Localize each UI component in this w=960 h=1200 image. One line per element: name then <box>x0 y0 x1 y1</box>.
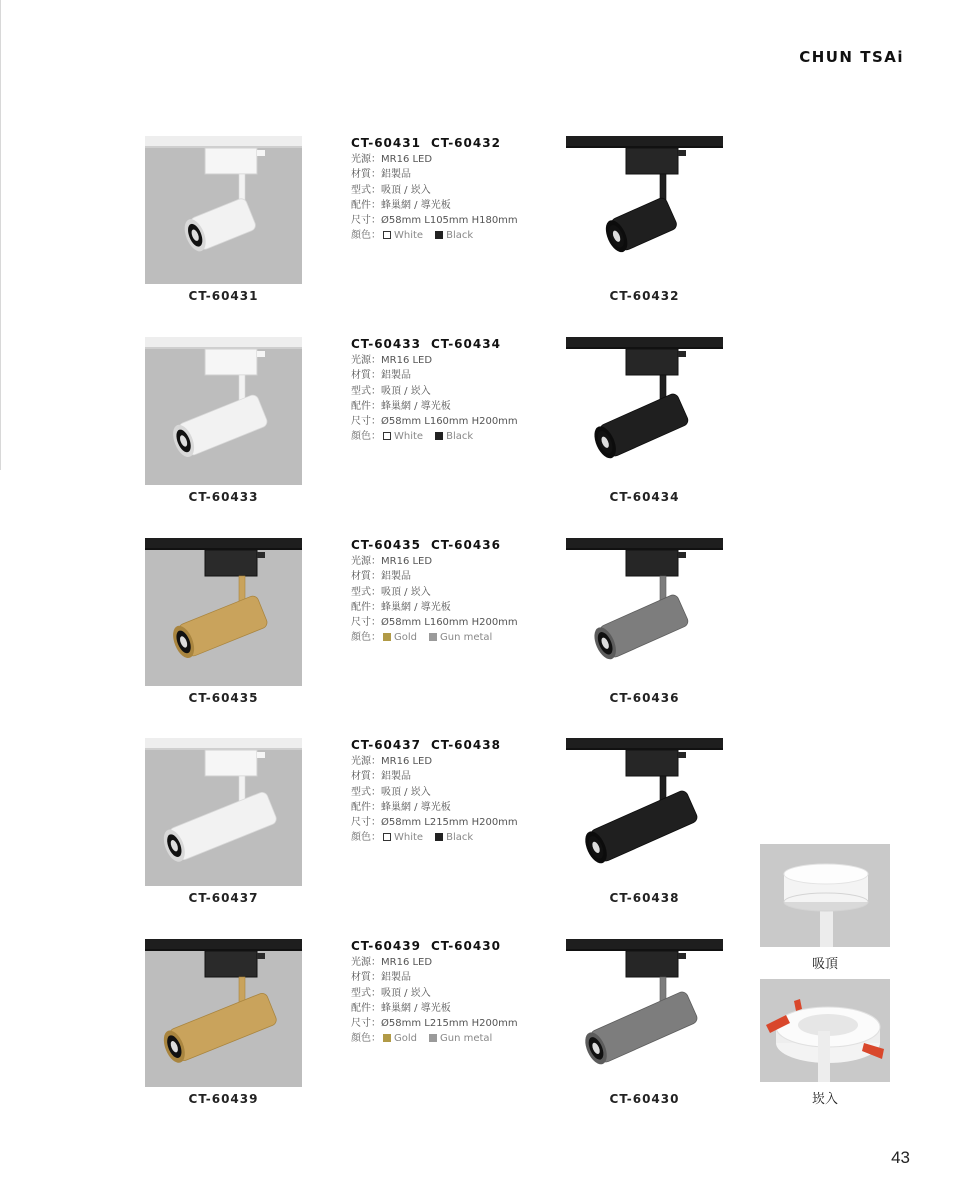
surface-mount-base-icon <box>760 844 890 947</box>
product-photo <box>566 939 723 1087</box>
product-photo <box>145 738 302 886</box>
spec-dimensions: 尺寸：Ø58mm L160mm H200mm <box>351 416 518 428</box>
product-code-caption: CT-60431 <box>188 289 259 303</box>
black-swatch-icon <box>435 432 443 440</box>
spec-light-source: 光源：MR16 LED <box>351 154 433 165</box>
product-row <box>0 337 960 522</box>
track-light-fixture-icon <box>566 738 723 886</box>
spec-accessories: 配件：蜂巢網 / 導光板 <box>351 801 451 813</box>
gold-swatch-icon <box>383 1034 391 1042</box>
spec-colors: 顏色： Gold Gun metal <box>351 632 493 644</box>
spec-mount-type: 型式：吸頂 / 崁入 <box>351 385 431 397</box>
product-photo <box>145 136 302 284</box>
track-light-fixture-icon <box>566 538 723 686</box>
spec-material: 材質：鋁製品 <box>351 370 411 382</box>
white-swatch-icon <box>383 833 391 841</box>
spec-colors: 顏色： White Black <box>351 832 474 844</box>
spec-dimensions: 尺寸：Ø58mm L105mm H180mm <box>351 215 518 227</box>
spec-light-source: 光源：MR16 LED <box>351 556 433 567</box>
spec-accessories: 配件：蜂巢網 / 導光板 <box>351 601 451 613</box>
track-light-fixture-icon <box>145 738 302 886</box>
product-photo <box>145 939 302 1087</box>
brand-logo: CHUN TSAi <box>799 48 904 66</box>
spec-accessories: 配件：蜂巢網 / 導光板 <box>351 199 451 211</box>
spec-dimensions: 尺寸：Ø58mm L215mm H200mm <box>351 817 518 829</box>
spec-light-source: 光源：MR16 LED <box>351 756 433 767</box>
recessed-mount-ring-icon <box>760 979 890 1082</box>
spec-dimensions: 尺寸：Ø58mm L215mm H200mm <box>351 1018 518 1030</box>
spec-light-source: 光源：MR16 LED <box>351 355 433 366</box>
product-code-caption: CT-60436 <box>609 691 680 705</box>
spec-mount-type: 型式：吸頂 / 崁入 <box>351 184 431 196</box>
track-light-fixture-icon <box>566 939 723 1087</box>
gunmetal-swatch-icon <box>429 633 437 641</box>
track-light-fixture-icon <box>145 538 302 686</box>
track-light-fixture-icon <box>145 337 302 485</box>
spec-mount-type: 型式：吸頂 / 崁入 <box>351 786 431 798</box>
spec-block <box>351 337 551 445</box>
product-photo <box>566 738 723 886</box>
accessory-caption: 崁入 <box>811 1092 838 1107</box>
spec-block <box>351 939 551 1047</box>
black-swatch-icon <box>435 833 443 841</box>
spec-colors: 顏色： Gold Gun metal <box>351 1033 493 1045</box>
product-code-caption: CT-60432 <box>609 289 680 303</box>
spec-material: 材質：鋁製品 <box>351 771 411 783</box>
track-light-fixture-icon <box>145 939 302 1087</box>
accessory-photo-surface-mount <box>760 844 890 947</box>
page-number: 43 <box>891 1148 910 1167</box>
product-code-caption: CT-60430 <box>609 1092 680 1106</box>
product-code-caption: CT-60437 <box>188 891 259 905</box>
product-photo <box>145 337 302 485</box>
spec-dimensions: 尺寸：Ø58mm L160mm H200mm <box>351 617 518 629</box>
accessory-caption: 吸頂 <box>811 957 838 972</box>
white-swatch-icon <box>383 432 391 440</box>
spec-block <box>351 136 551 244</box>
spec-accessories: 配件：蜂巢網 / 導光板 <box>351 1002 451 1014</box>
spec-title: CT-60433 CT-60434 <box>351 337 501 351</box>
spec-block <box>351 738 551 846</box>
product-photo <box>145 538 302 686</box>
track-light-fixture-icon <box>566 337 723 485</box>
spec-title: CT-60431 CT-60432 <box>351 136 501 150</box>
product-row <box>0 538 960 723</box>
spec-colors: 顏色： White Black <box>351 431 474 443</box>
product-photo <box>566 136 723 284</box>
spec-mount-type: 型式：吸頂 / 崁入 <box>351 586 431 598</box>
spec-title: CT-60439 CT-60430 <box>351 939 501 953</box>
track-light-fixture-icon <box>145 136 302 284</box>
product-photo <box>566 538 723 686</box>
spec-title: CT-60435 CT-60436 <box>351 538 501 552</box>
spec-light-source: 光源：MR16 LED <box>351 957 433 968</box>
spec-accessories: 配件：蜂巢網 / 導光板 <box>351 400 451 412</box>
product-row <box>0 136 960 321</box>
white-swatch-icon <box>383 231 391 239</box>
product-code-caption: CT-60433 <box>188 490 259 504</box>
gold-swatch-icon <box>383 633 391 641</box>
track-light-fixture-icon <box>566 136 723 284</box>
product-code-caption: CT-60439 <box>188 1092 259 1106</box>
product-code-caption: CT-60434 <box>609 490 680 504</box>
black-swatch-icon <box>435 231 443 239</box>
spec-mount-type: 型式：吸頂 / 崁入 <box>351 987 431 999</box>
gunmetal-swatch-icon <box>429 1034 437 1042</box>
spec-title: CT-60437 CT-60438 <box>351 738 501 752</box>
spec-material: 材質：鋁製品 <box>351 571 411 583</box>
product-code-caption: CT-60435 <box>188 691 259 705</box>
spec-material: 材質：鋁製品 <box>351 972 411 984</box>
accessory-photo-recessed <box>760 979 890 1082</box>
product-code-caption: CT-60438 <box>609 891 680 905</box>
spec-block <box>351 538 551 646</box>
spec-material: 材質：鋁製品 <box>351 169 411 181</box>
product-photo <box>566 337 723 485</box>
spec-colors: 顏色： White Black <box>351 230 474 242</box>
